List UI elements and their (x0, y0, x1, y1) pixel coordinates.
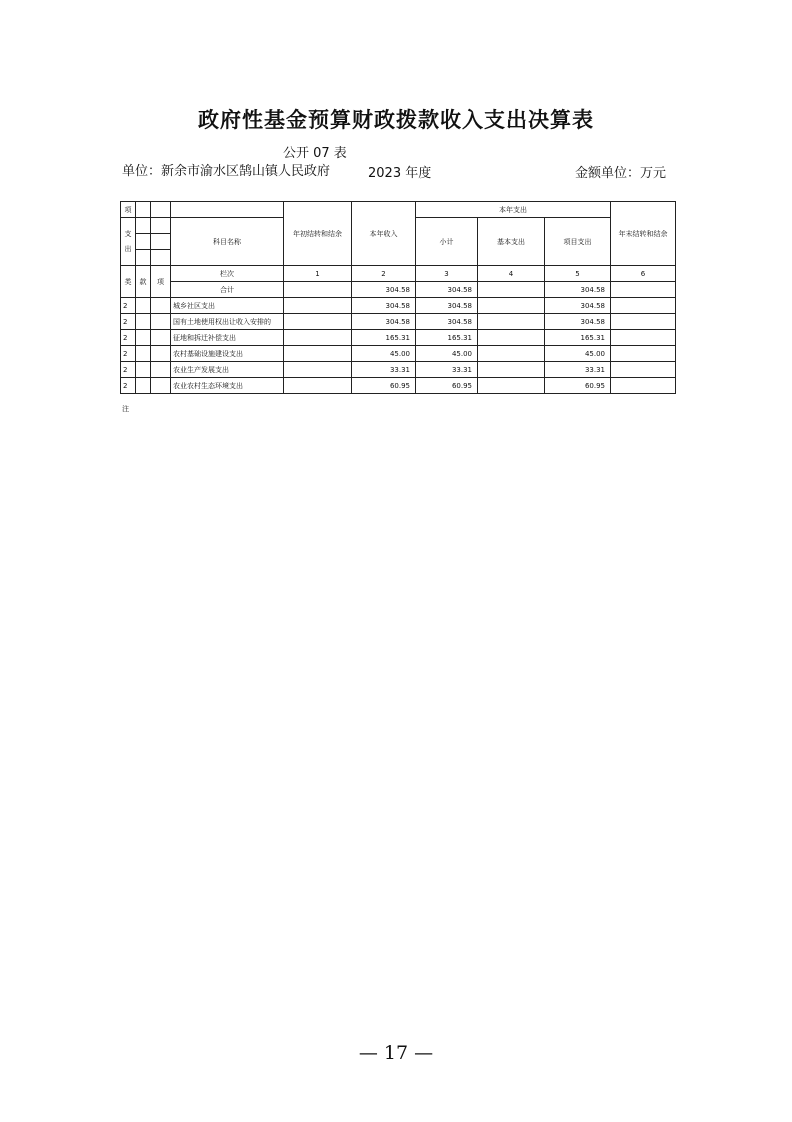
row-income: 304.58 (352, 314, 416, 330)
page-title: 政府性基金预算财政拨款收入支出决算表 (198, 108, 594, 132)
header-subtotal: 小计 (416, 218, 478, 266)
page-number: — 17 — (358, 1042, 434, 1064)
header-begin-balance: 年初结转和结余 (284, 202, 352, 266)
row-project: 33.31 (545, 362, 611, 378)
table-row (121, 346, 676, 362)
row-project: 165.31 (545, 330, 611, 346)
header-item: 款 (136, 266, 151, 298)
row-project: 60.95 (545, 378, 611, 394)
header-expense-group: 本年支出 (416, 202, 611, 218)
row-subtotal: 45.00 (416, 346, 478, 362)
row-kind: 2 (121, 362, 136, 378)
header-income: 本年收入 (352, 202, 416, 266)
row-kind: 2 (121, 298, 136, 314)
header-basic: 基本支出 (478, 218, 545, 266)
row-project: 304.58 (545, 298, 611, 314)
header-row-1 (121, 202, 676, 218)
row-income: 60.95 (352, 378, 416, 394)
unit-label: 单位：新余市渝水区鹄山镇人民政府 (122, 164, 331, 179)
header-subject-2: 支 (124, 229, 132, 238)
row-subtotal: 304.58 (416, 298, 478, 314)
row-name: 农业农村生态环境支出 (171, 378, 284, 394)
fund-table (120, 201, 676, 394)
table-row (121, 298, 676, 314)
header-row-index (121, 266, 676, 282)
header-subject-1: 项 (121, 202, 136, 218)
header-project: 项目支出 (545, 218, 611, 266)
table-row (121, 330, 676, 346)
year-label: 2023 年度 (368, 166, 432, 181)
row-subtotal: 165.31 (416, 330, 478, 346)
row-income: 165.31 (352, 330, 416, 346)
table-row (121, 378, 676, 394)
row-kind: 2 (121, 330, 136, 346)
row-name: 城乡社区支出 (171, 298, 284, 314)
row-income: 33.31 (352, 362, 416, 378)
row-income: 45.00 (352, 346, 416, 362)
row-name: 农村基础设施建设支出 (171, 346, 284, 362)
header-end-balance: 年末结转和结余 (611, 202, 676, 266)
total-subtotal: 304.58 (416, 282, 478, 298)
table-row (121, 362, 676, 378)
money-unit-label: 金额单位：万元 (575, 166, 667, 181)
total-row (121, 282, 676, 298)
total-label: 合计 (171, 282, 284, 298)
col-number-3: 3 (416, 266, 478, 282)
row-subtotal: 304.58 (416, 314, 478, 330)
row-name: 农业生产发展支出 (171, 362, 284, 378)
header-entry: 项 (151, 266, 171, 298)
row-index-label: 栏次 (171, 266, 284, 282)
header-kind: 类 (121, 266, 136, 298)
row-subtotal: 60.95 (416, 378, 478, 394)
total-income: 304.58 (352, 282, 416, 298)
row-project: 45.00 (545, 346, 611, 362)
total-project: 304.58 (545, 282, 611, 298)
col-number-6: 6 (611, 266, 676, 282)
table-code: 公开 07 表 (283, 146, 347, 161)
table-note: 注 (122, 405, 129, 413)
header-subject-name: 科目名称 (171, 218, 284, 266)
total-basic (478, 282, 545, 298)
row-name: 国有土地使用权出让收入安排的 (171, 314, 284, 330)
col-number-4: 4 (478, 266, 545, 282)
row-name: 征地和拆迁补偿支出 (171, 330, 284, 346)
row-subtotal: 33.31 (416, 362, 478, 378)
col-number-1: 1 (284, 266, 352, 282)
table-row (121, 314, 676, 330)
header-subject-vertical (121, 218, 136, 266)
row-kind: 2 (121, 378, 136, 394)
row-kind: 2 (121, 314, 136, 330)
row-income: 304.58 (352, 298, 416, 314)
col-number-2: 2 (352, 266, 416, 282)
header-subject-3: 出 (124, 244, 132, 253)
row-kind: 2 (121, 346, 136, 362)
col-number-5: 5 (545, 266, 611, 282)
row-project: 304.58 (545, 314, 611, 330)
